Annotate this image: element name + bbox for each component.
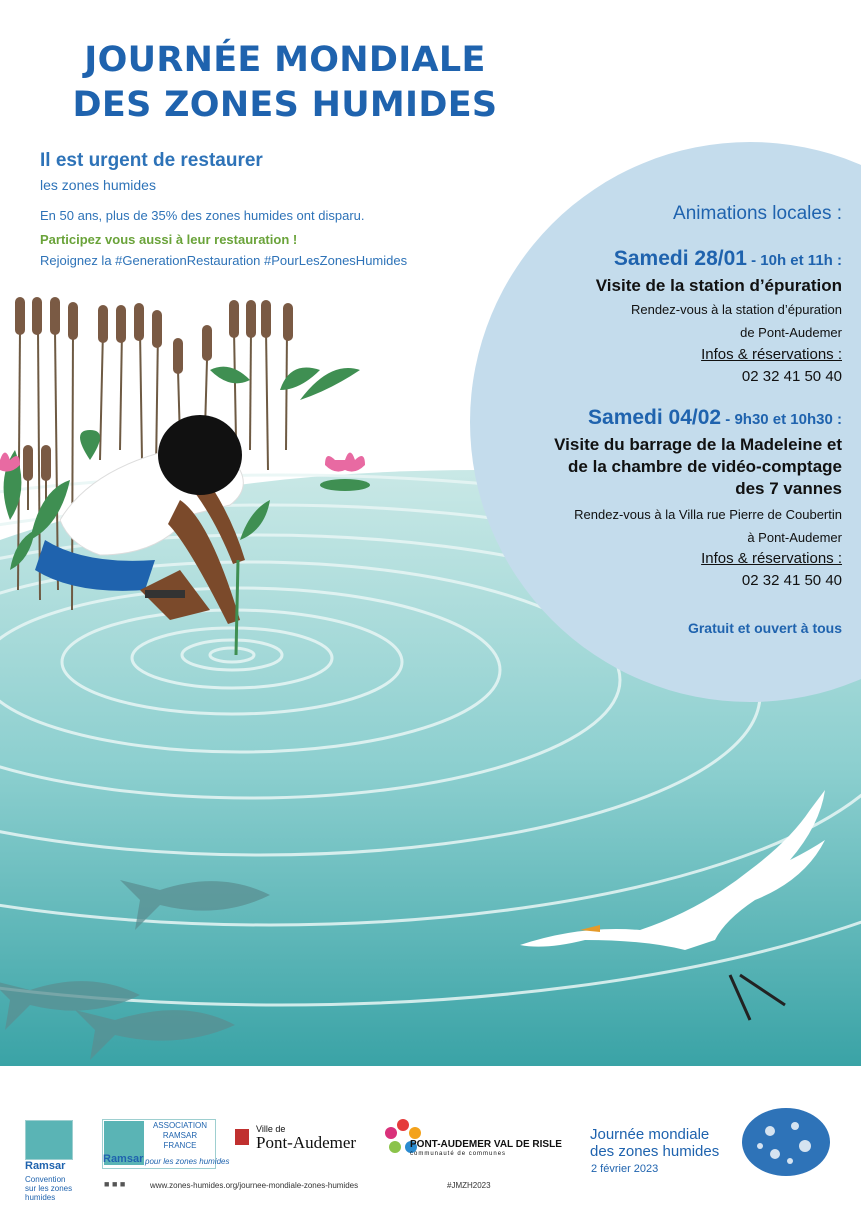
- intro-call: Participez vous aussi à leur restauration !: [40, 232, 298, 247]
- ramsar-logo: [25, 1120, 73, 1160]
- pavr-sub: communauté de communes: [410, 1151, 507, 1157]
- event2-header: [588, 406, 842, 430]
- pavr-name: PONT-AUDEMER VAL DE RISLE: [410, 1139, 562, 1150]
- wetland-emblem-icon: [740, 1106, 832, 1178]
- free-entry-note: Gratuit et ouvert à tous: [687, 620, 842, 636]
- ville-name: Pont-Audemer: [256, 1133, 357, 1152]
- event2-time: - 9h30 et 10h30 :: [721, 411, 842, 428]
- event1-phone: 02 32 41 50 40: [741, 368, 842, 385]
- pont-audemer-crest-icon: [235, 1129, 249, 1145]
- events-heading: Animations locales :: [673, 203, 842, 224]
- event1-header: [614, 247, 842, 271]
- event1-time: - 10h et 11h :: [746, 252, 842, 269]
- intro-hashtags: Rejoignez la #GenerationRestauration #PourLesZonesHumides: [40, 253, 408, 268]
- event1-place2: de Pont-Audemer: [740, 325, 842, 340]
- intro-fact: En 50 ans, plus de 35% des zones humides ont disparu.: [40, 208, 365, 223]
- event2-date: Samedi 04/02: [588, 406, 722, 429]
- ramsar-name: Ramsar: [25, 1160, 66, 1172]
- social-icons: [104, 1179, 125, 1189]
- ramsar-sub: Convention sur les zones humides: [25, 1175, 73, 1202]
- ramsar-france-text: [150, 1121, 210, 1151]
- title-line-1: JOURNÉE MONDIALE: [84, 40, 486, 80]
- event2-phone: 02 32 41 50 40: [741, 572, 842, 589]
- title-line-2: DES ZONES HUMIDES: [72, 85, 498, 125]
- event2-place1: Rendez-vous à la Villa rue Pierre de Coubertin: [574, 507, 842, 522]
- event2-title-1: Visite du barrage de la Madeleine et: [554, 435, 842, 454]
- event1-title: Visite de la station d’épuration: [595, 276, 842, 295]
- event1-place1: Rendez-vous à la station d’épuration: [630, 302, 842, 317]
- page-title: [20, 38, 550, 128]
- website-link[interactable]: www.zones-humides.org/journee-mondiale-zones-humides: [150, 1181, 359, 1190]
- assoc-line-3: FRANCE: [163, 1141, 197, 1150]
- event2-infos: Infos & réservations :: [701, 550, 842, 567]
- event2-title-2: de la chambre de vidéo-comptage: [568, 457, 842, 476]
- jm-line-2: des zones humides: [590, 1143, 720, 1160]
- instagram-icon[interactable]: ■: [119, 1179, 126, 1189]
- jmzh-logo-text: [590, 1126, 719, 1160]
- jm-date: 2 février 2023: [591, 1163, 659, 1175]
- facebook-icon[interactable]: ■: [104, 1179, 110, 1189]
- assoc-tagline: pour les zones humides: [145, 1157, 230, 1166]
- assoc-line-2: RAMSAR: [162, 1131, 198, 1140]
- event2-place2: à Pont-Audemer: [747, 530, 842, 545]
- jm-line-1: Journée mondiale: [590, 1126, 710, 1143]
- event1-infos: Infos & réservations :: [701, 346, 842, 363]
- event1-date: Samedi 28/01: [613, 247, 747, 270]
- assoc-line-1: ASSOCIATION: [152, 1121, 208, 1130]
- event2-title-3: des 7 vannes: [735, 479, 842, 498]
- twitter-icon[interactable]: ■: [111, 1179, 118, 1189]
- ville-de: Ville de: [256, 1124, 286, 1134]
- assoc-ramsar: Ramsar: [103, 1153, 144, 1165]
- intro-subline: les zones humides: [40, 177, 156, 193]
- hashtag: #JMZH2023: [447, 1181, 491, 1190]
- intro-headline: Il est urgent de restaurer: [40, 150, 263, 171]
